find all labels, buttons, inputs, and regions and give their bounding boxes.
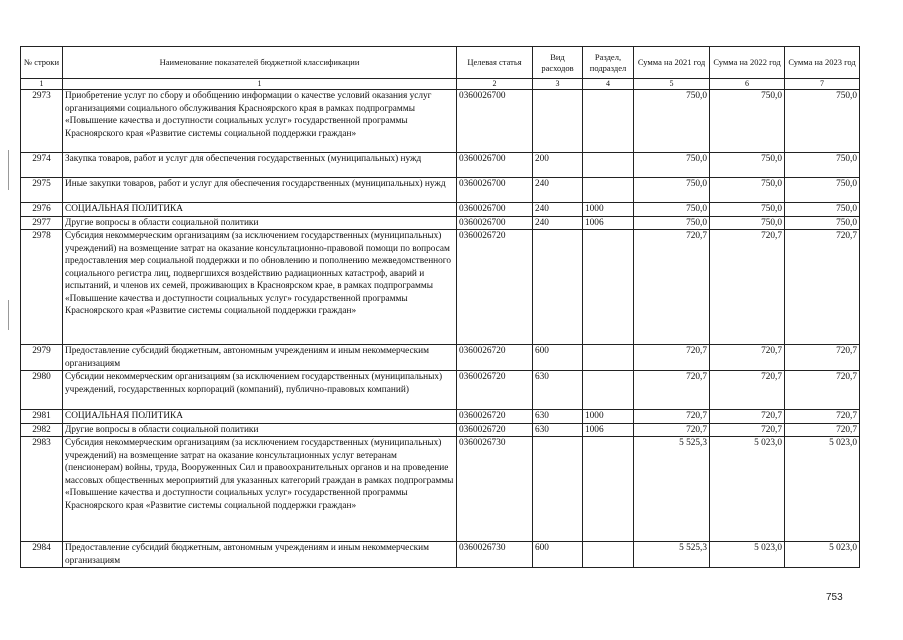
row-number: 2981 <box>21 410 63 424</box>
row-name: Предоставление субсидий бюджетным, автономным учреждениям и иным некоммерческим организациям <box>63 345 457 371</box>
row-sum-2022: 5 023,0 <box>710 437 785 542</box>
column-number: 1 <box>63 79 457 90</box>
row-name: Субсидия некоммерческим организациям (за исключением государственных (муниципальных) учреждений) на возмещение затрат на оказание консультационных услуг ветеранам (пенсионерам) войны, труда, Вооруженных Сил и правоохранительных органов и на проведение массовых общественных мероприятий для указанных категорий граждан в рамках подпрограммы «Повышение качества и доступности социальных услуг» государственной программы Красноярского края «Развитие системы социальной поддержки граждан» <box>63 437 457 542</box>
row-section <box>583 153 634 178</box>
row-sum-2023: 720,7 <box>785 371 860 410</box>
row-sum-2022: 750,0 <box>710 153 785 178</box>
row-expense-type: 200 <box>533 153 583 178</box>
row-expense-type: 600 <box>533 542 583 568</box>
row-number: 2983 <box>21 437 63 542</box>
row-expense-type: 630 <box>533 371 583 410</box>
row-sum-2022: 750,0 <box>710 203 785 217</box>
column-number-row <box>21 79 860 90</box>
row-sum-2021: 5 525,3 <box>634 437 710 542</box>
row-target-code: 0360026730 <box>457 542 533 568</box>
row-section <box>583 345 634 371</box>
row-sum-2022: 720,7 <box>710 423 785 437</box>
row-number: 2979 <box>21 345 63 371</box>
column-number: 4 <box>583 79 634 90</box>
table-row <box>21 178 860 203</box>
header-name: Наименование показателей бюджетной классификации <box>63 47 457 79</box>
row-target-code: 0360026700 <box>457 90 533 153</box>
table-row <box>21 203 860 217</box>
row-section <box>583 178 634 203</box>
row-target-code: 0360026700 <box>457 203 533 217</box>
row-target-code: 0360026720 <box>457 345 533 371</box>
row-expense-type <box>533 90 583 153</box>
table-row <box>21 90 860 153</box>
row-sum-2022: 750,0 <box>710 90 785 153</box>
page-number: 753 <box>826 592 843 603</box>
row-number: 2977 <box>21 216 63 230</box>
row-section <box>583 542 634 568</box>
row-sum-2023: 750,0 <box>785 203 860 217</box>
column-number: 3 <box>533 79 583 90</box>
row-sum-2022: 720,7 <box>710 410 785 424</box>
row-number: 2978 <box>21 230 63 345</box>
table-row <box>21 542 860 568</box>
row-sum-2021: 720,7 <box>634 410 710 424</box>
table-header-row <box>21 47 860 79</box>
row-target-code: 0360026730 <box>457 437 533 542</box>
table-row <box>21 153 860 178</box>
row-target-code: 0360026720 <box>457 410 533 424</box>
row-section: 1006 <box>583 216 634 230</box>
row-section: 1006 <box>583 423 634 437</box>
row-name: СОЦИАЛЬНАЯ ПОЛИТИКА <box>63 410 457 424</box>
row-sum-2021: 720,7 <box>634 423 710 437</box>
row-target-code: 0360026720 <box>457 230 533 345</box>
column-number: 1 <box>21 79 63 90</box>
table-row <box>21 345 860 371</box>
table-row <box>21 216 860 230</box>
row-sum-2023: 750,0 <box>785 178 860 203</box>
row-section: 1000 <box>583 410 634 424</box>
row-number: 2975 <box>21 178 63 203</box>
row-sum-2022: 750,0 <box>710 178 785 203</box>
header-vid: Вид расходов <box>533 47 583 79</box>
row-sum-2022: 720,7 <box>710 230 785 345</box>
row-expense-type <box>533 437 583 542</box>
row-section <box>583 90 634 153</box>
row-sum-2021: 750,0 <box>634 178 710 203</box>
row-target-code: 0360026720 <box>457 423 533 437</box>
row-name: Предоставление субсидий бюджетным, автономным учреждениям и иным некоммерческим организациям <box>63 542 457 568</box>
row-expense-type: 240 <box>533 178 583 203</box>
column-number: 7 <box>785 79 860 90</box>
row-name: Приобретение услуг по сбору и обобщению информации о качестве условий оказания услуг организациями социального обслуживания Красноярского края в рамках подпрограммы «Повышение качества и доступности социальных услуг» государственной программы Красноярского края «Развитие системы социальной поддержки граждан» <box>63 90 457 153</box>
row-expense-type <box>533 230 583 345</box>
row-sum-2023: 720,7 <box>785 410 860 424</box>
row-name: Иные закупки товаров, работ и услуг для обеспечения государственных (муниципальных) нужд <box>63 178 457 203</box>
row-expense-type: 240 <box>533 203 583 217</box>
row-sum-2021: 750,0 <box>634 216 710 230</box>
row-sum-2023: 5 023,0 <box>785 542 860 568</box>
row-number: 2976 <box>21 203 63 217</box>
header-razdel: Раздел, подраздел <box>583 47 634 79</box>
header-sum-2023: Сумма на 2023 год <box>785 47 860 79</box>
row-section <box>583 437 634 542</box>
row-sum-2023: 750,0 <box>785 153 860 178</box>
table-row <box>21 423 860 437</box>
row-sum-2023: 750,0 <box>785 90 860 153</box>
row-name: Закупка товаров, работ и услуг для обеспечения государственных (муниципальных) нужд <box>63 153 457 178</box>
row-sum-2021: 720,7 <box>634 371 710 410</box>
row-name: Субсидия некоммерческим организациям (за исключением государственных (муниципальных) учреждений) на возмещение затрат на оказание консультационно-правовой помощи по вопросам предоставления мер социальной поддержки и по обновлению и пополнению межведомственного социального регистра лиц, подвергшихся воздействию радиационных катастроф, аварий и испытаний, и членов их семей, проживающих в Красноярском крае, в рамках подпрограммы «Повышение качества и доступности социальных услуг» государственной программы Красноярского края «Развитие системы социальной поддержки граждан» <box>63 230 457 345</box>
row-name: Другие вопросы в области социальной политики <box>63 216 457 230</box>
row-sum-2023: 5 023,0 <box>785 437 860 542</box>
header-sum-2022: Сумма на 2022 год <box>710 47 785 79</box>
row-target-code: 0360026720 <box>457 371 533 410</box>
row-target-code: 0360026700 <box>457 178 533 203</box>
row-sum-2021: 720,7 <box>634 345 710 371</box>
column-number: 6 <box>710 79 785 90</box>
row-sum-2021: 750,0 <box>634 203 710 217</box>
row-name: СОЦИАЛЬНАЯ ПОЛИТИКА <box>63 203 457 217</box>
row-expense-type: 600 <box>533 345 583 371</box>
row-sum-2023: 720,7 <box>785 345 860 371</box>
row-sum-2023: 720,7 <box>785 423 860 437</box>
row-target-code: 0360026700 <box>457 216 533 230</box>
margin-mark <box>8 150 9 190</box>
row-section: 1000 <box>583 203 634 217</box>
row-section <box>583 371 634 410</box>
row-number: 2984 <box>21 542 63 568</box>
row-sum-2021: 5 525,3 <box>634 542 710 568</box>
row-number: 2980 <box>21 371 63 410</box>
row-sum-2021: 750,0 <box>634 153 710 178</box>
header-row-no: № строки <box>21 47 63 79</box>
row-section <box>583 230 634 345</box>
row-number: 2973 <box>21 90 63 153</box>
row-number: 2982 <box>21 423 63 437</box>
table-row <box>21 230 860 345</box>
budget-table <box>20 46 860 568</box>
row-expense-type: 240 <box>533 216 583 230</box>
header-code: Целевая статья <box>457 47 533 79</box>
row-expense-type: 630 <box>533 410 583 424</box>
row-sum-2022: 720,7 <box>710 345 785 371</box>
header-sum-2021: Сумма на 2021 год <box>634 47 710 79</box>
row-sum-2021: 750,0 <box>634 90 710 153</box>
row-sum-2023: 720,7 <box>785 230 860 345</box>
row-number: 2974 <box>21 153 63 178</box>
row-sum-2021: 720,7 <box>634 230 710 345</box>
table-row <box>21 371 860 410</box>
row-sum-2023: 750,0 <box>785 216 860 230</box>
column-number: 5 <box>634 79 710 90</box>
row-name: Другие вопросы в области социальной политики <box>63 423 457 437</box>
row-target-code: 0360026700 <box>457 153 533 178</box>
column-number: 2 <box>457 79 533 90</box>
row-name: Субсидии некоммерческим организациям (за исключением государственных (муниципальных) учреждений, государственных корпораций (компаний), публично-правовых компаний) <box>63 371 457 410</box>
margin-mark <box>8 300 9 330</box>
row-sum-2022: 720,7 <box>710 371 785 410</box>
row-sum-2022: 5 023,0 <box>710 542 785 568</box>
row-expense-type: 630 <box>533 423 583 437</box>
row-sum-2022: 750,0 <box>710 216 785 230</box>
table-row <box>21 410 860 424</box>
table-row <box>21 437 860 542</box>
